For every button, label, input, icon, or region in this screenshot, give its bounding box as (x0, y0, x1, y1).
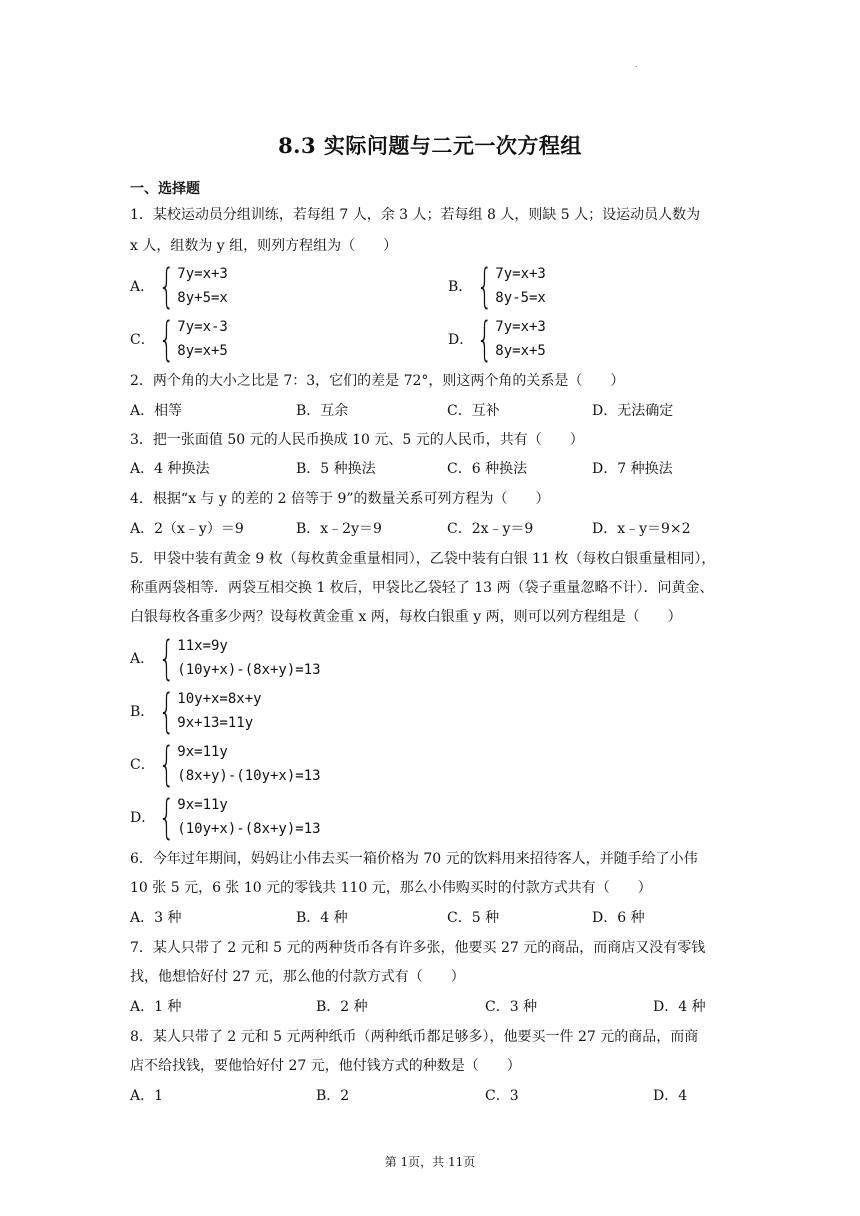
equation: 7y=x+3 (495, 266, 546, 282)
equation: 9x+13=11y (177, 715, 254, 731)
equation: 7y=x+3 (177, 266, 228, 282)
q8-option-c: C．3 (485, 1088, 519, 1104)
page-footer: 第 1页，共 11页 (384, 1155, 476, 1169)
q4-option-d: D．x﹣y＝9×2 (592, 521, 691, 537)
equation: 11x=9y (177, 638, 228, 654)
q6-option-a: A．3 种 (130, 910, 182, 926)
q7-option-a: A．1 种 (130, 999, 182, 1015)
q1-stem-line1: 1．某校运动员分组训练，若每组 7 人，余 3 人；若每组 8 人，则缺 5 人；设运动员人数为 (130, 207, 701, 223)
page-title: 8.3 实际问题与二元一次方程组 (278, 133, 582, 158)
q4-stem: 4．根据“x 与 y 的差的 2 倍等于 9”的数量关系可列方程为（ ） (130, 491, 550, 507)
equation: 7y=x+3 (495, 319, 546, 335)
brace-icon: { (158, 790, 175, 844)
brace-icon: { (158, 631, 175, 685)
q6-option-d: D．6 种 (592, 910, 645, 926)
q2-option-b: B．互余 (296, 403, 349, 419)
q2-option-c: C．互补 (447, 403, 500, 419)
equation: 9x=11y (177, 797, 228, 813)
equation: (8x+y)-(10y+x)=13 (177, 768, 321, 784)
option-label: A． (130, 279, 155, 295)
q7-stem-line2: 找，他想恰好付 27 元，那么他的付款方式有（ ） (130, 969, 465, 985)
brace-icon: { (158, 259, 175, 313)
q3-option-c: C．6 种换法 (447, 461, 528, 477)
option-label: B． (448, 279, 473, 295)
equation: (10y+x)-(8x+y)=13 (177, 662, 321, 678)
q3-option-d: D．7 种换法 (592, 461, 673, 477)
q1-option-d (448, 312, 546, 366)
q5-option-b (130, 684, 262, 738)
equation: 9x=11y (177, 744, 228, 760)
q1-option-b (448, 259, 546, 313)
q7-option-d: D．4 种 (653, 999, 706, 1015)
equation: 8y=x+5 (495, 343, 546, 359)
q1-stem-line2: x 人，组数为 y 组，则列方程组为（ ） (130, 238, 398, 254)
equation: 8y=x+5 (177, 343, 228, 359)
q2-stem: 2．两个角的大小之比是 7：3，它们的差是 72°，则这两个角的关系是（ ） (130, 373, 625, 389)
q8-stem-line2: 店不给找钱，要他恰好付 27 元，他付钱方式的种数是（ ） (130, 1058, 521, 1074)
q5-option-a (130, 631, 321, 685)
brace-icon: { (158, 737, 175, 791)
q8-option-d: D．4 (653, 1088, 688, 1104)
q8-stem-line1: 8．某人只带了 2 元和 5 元两种纸币（两种纸币都足够多），他要买一件 27 元的商品，而商 (130, 1029, 699, 1045)
q8-option-a: A．1 (130, 1088, 164, 1104)
q6-option-c: C．5 种 (447, 910, 500, 926)
brace-icon: { (158, 684, 175, 738)
q1-option-a (130, 259, 228, 313)
q4-option-a: A．2（x﹣y）＝9 (130, 521, 244, 537)
q7-option-b: B．2 种 (316, 999, 368, 1015)
option-label: C． (130, 332, 155, 348)
q5-option-d (130, 790, 321, 844)
q6-stem-line2: 10 张 5 元，6 张 10 元的零钱共 110 元，那么小伟购买时的付款方式共有（ ） (130, 880, 652, 896)
q4-option-c: C．2x﹣y＝9 (447, 521, 534, 537)
q5-stem-line2: 称重两袋相等．两袋互相交换 1 枚后，甲袋比乙袋轻了 13 两（袋子重量忽略不计）．问黄金、 (130, 580, 714, 596)
equation: 7y=x-3 (177, 319, 228, 335)
q8-option-b: B．2 (316, 1088, 350, 1104)
q1-option-c (130, 312, 228, 366)
option-label: C． (130, 757, 155, 773)
q7-stem-line1: 7．某人只带了 2 元和 5 元的两种货币各有许多张，他要买 27 元的商品，而商店又没有零钱 (130, 940, 706, 956)
option-label: D． (130, 810, 156, 826)
q3-option-b: B．5 种换法 (296, 461, 376, 477)
brace-icon: { (476, 259, 493, 313)
q6-option-b: B．4 种 (296, 910, 348, 926)
q5-option-c (130, 737, 321, 791)
option-label: D． (448, 332, 474, 348)
equation: 8y-5=x (495, 290, 546, 306)
q5-stem-line1: 5．甲袋中装有黄金 9 枚（每枚黄金重量相同），乙袋中装有白银 11 枚（每枚白银重量相同）， (130, 551, 716, 567)
section-heading: 一、选择题 (130, 181, 200, 197)
option-label: B． (130, 704, 155, 720)
equation: 8y+5=x (177, 290, 228, 306)
q5-stem-line3: 白银每枚各重多少两？设每枚黄金重 x 两，每枚白银重 y 两，则可以列方程组是（ ） (130, 609, 682, 625)
brace-icon: { (158, 312, 175, 366)
header-dot: . (635, 60, 638, 69)
option-label: A． (130, 651, 155, 667)
q4-option-b: B．x﹣2y＝9 (296, 521, 382, 537)
q2-option-d: D．无法确定 (592, 403, 674, 419)
q7-option-c: C．3 种 (485, 999, 538, 1015)
brace-icon: { (476, 312, 493, 366)
q3-stem: 3．把一张面值 50 元的人民币换成 10 元、5 元的人民币，共有（ ） (130, 432, 584, 448)
equation: 10y+x=8x+y (177, 691, 262, 707)
q3-option-a: A．4 种换法 (130, 461, 210, 477)
equation: (10y+x)-(8x+y)=13 (177, 821, 321, 837)
q2-option-a: A．相等 (130, 403, 183, 419)
q6-stem-line1: 6．今年过年期间，妈妈让小伟去买一箱价格为 70 元的饮料用来招待客人，并随手给了小伟 (130, 851, 698, 867)
